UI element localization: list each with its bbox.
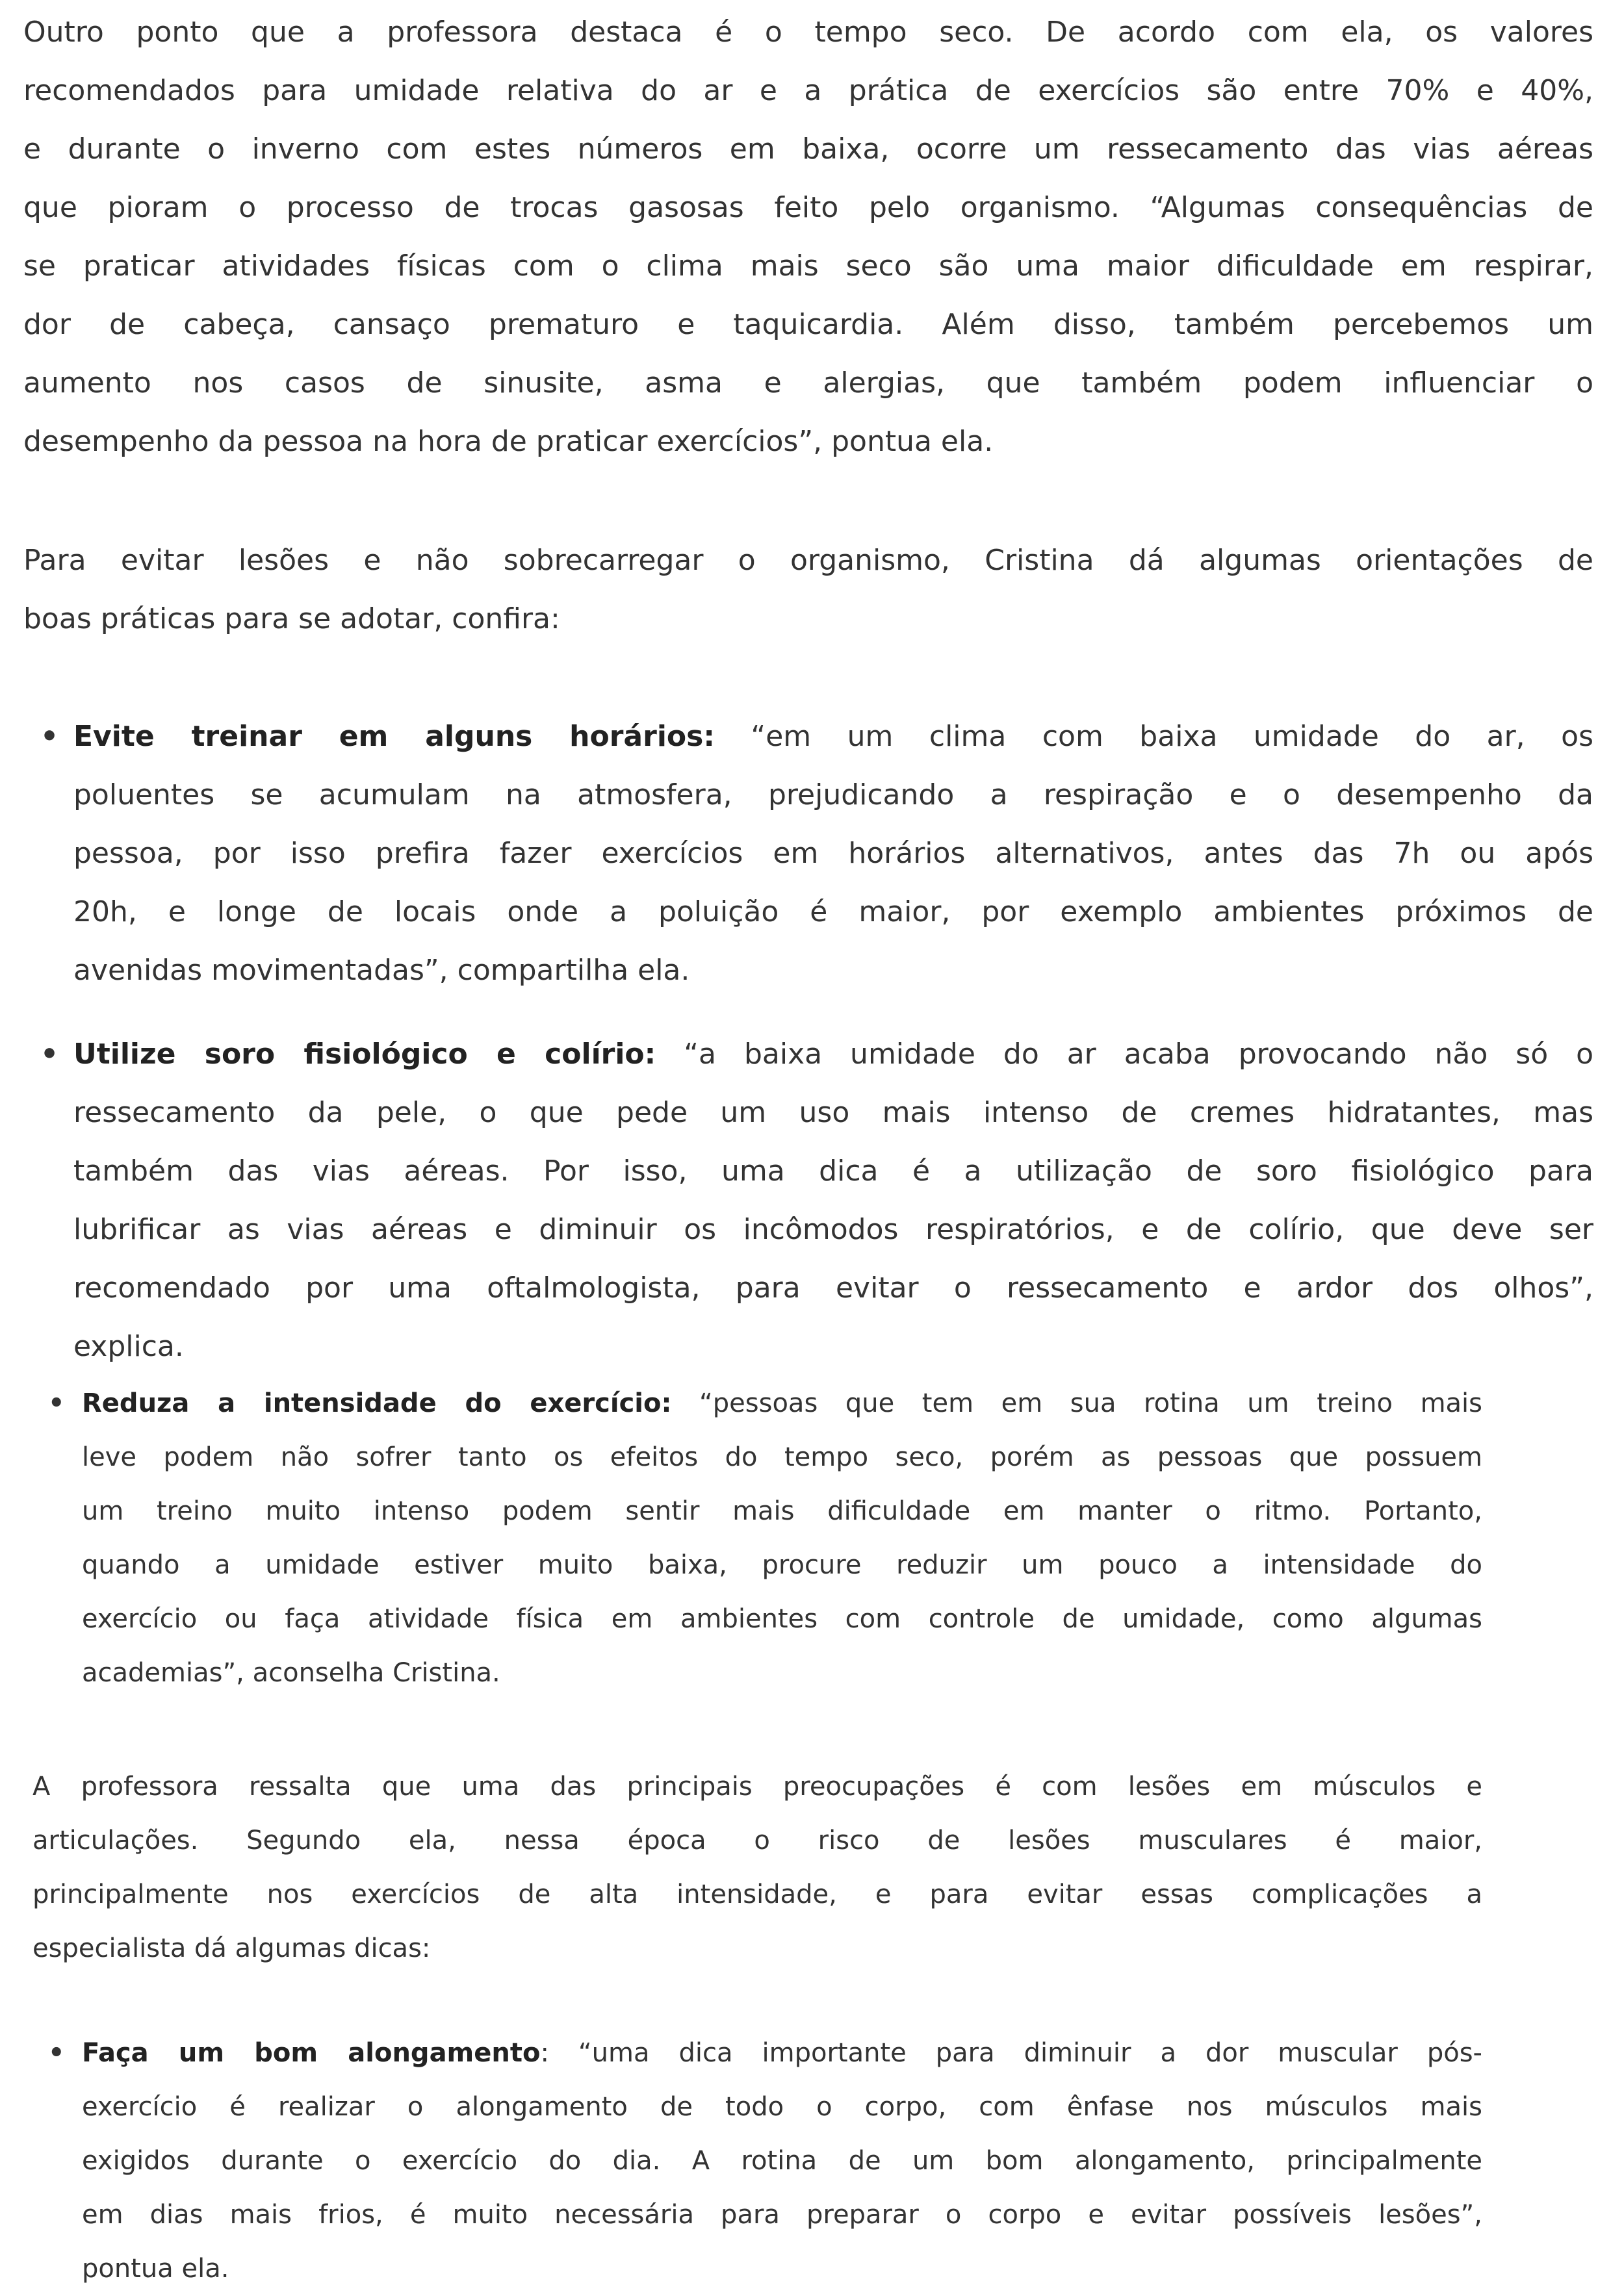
bullet-soro-colirio	[40, 1025, 1594, 1376]
text-line: que pioram o processo de trocas gasosas feito pelo organismo. “Algumas consequências de	[23, 191, 1593, 224]
text-line: boas práticas para se adotar, confira:	[23, 602, 560, 635]
text-line: pessoa, por isso prefira fazer exercícios em horários alternativos, antes das 7h ou após	[73, 837, 1593, 870]
text-line: em dias mais frios, é muito necessária para preparar o corpo e evitar possíveis lesões”,	[82, 2200, 1482, 2230]
bullet-title: Evite treinar em alguns horários:	[73, 720, 715, 753]
text-line	[82, 2026, 1482, 2080]
paragraph-2	[23, 531, 1593, 648]
text-line: exigidos durante o exercício do dia. A rotina de um bom alongamento, principalmente	[82, 2146, 1482, 2176]
text-line: exercício ou faça atividade física em ambientes com controle de umidade, como algumas	[82, 1604, 1482, 1634]
text-line	[82, 1377, 1482, 1431]
text-line: 20h, e longe de locais onde a poluição é maior, por exemplo ambientes próximos de	[73, 895, 1593, 928]
text-line: e durante o inverno com estes números em baixa, ocorre um ressecamento das vias aéreas	[23, 133, 1593, 166]
text-line: avenidas movimentadas”, compartilha ela.	[73, 954, 690, 987]
text-line: aumento nos casos de sinusite, asma e alergias, que também podem influenciar o	[23, 366, 1593, 400]
text-line: também das vias aéreas. Por isso, uma dica é a utilização de soro fisiológico para	[73, 1154, 1593, 1188]
bullet-text: “pessoas que tem em sua rotina um treino mais	[671, 1388, 1482, 1418]
text-line: Outro ponto que a professora destaca é o tempo seco. De acordo com ela, os valores	[23, 16, 1593, 49]
text-line: principalmente nos exercícios de alta intensidade, e para evitar essas complicações a	[32, 1880, 1482, 1909]
text-line: academias”, aconselha Cristina.	[82, 1658, 500, 1688]
text-line: se praticar atividades físicas com o clima mais seco são uma maior dificuldade em respirar,	[23, 249, 1593, 283]
bullet-icon: •	[48, 1388, 65, 1418]
text-line: exercício é realizar o alongamento de todo o corpo, com ênfase nos músculos mais	[82, 2092, 1482, 2122]
text-line	[73, 1025, 1593, 1084]
bullet-reduza-intensidade	[48, 1377, 1482, 1700]
text-line: A professora ressalta que uma das principais preocupações é com lesões em músculos e	[32, 1772, 1482, 1802]
text-line	[73, 708, 1593, 766]
bullet-title: Reduza a intensidade do exercício:	[82, 1388, 672, 1418]
text-line: Para evitar lesões e não sobrecarregar o organismo, Cristina dá algumas orientações de	[23, 544, 1593, 577]
bullet-title: Utilize soro fisiológico e colírio:	[73, 1038, 656, 1071]
bullet-evite-treinar	[40, 708, 1594, 1000]
text-line: recomendado por uma oftalmologista, para evitar o ressecamento e ardor dos olhos”,	[73, 1271, 1593, 1305]
bullet-text: : “uma dica importante para diminuir a dor muscular pós-	[540, 2038, 1482, 2068]
text-line: explica.	[73, 1330, 184, 1363]
paragraph-1	[23, 3, 1593, 471]
text-line: especialista dá algumas dicas:	[32, 1933, 431, 1963]
text-line: ressecamento da pele, o que pede um uso mais intenso de cremes hidratantes, mas	[73, 1096, 1593, 1129]
bullet-text: “a baixa umidade do ar acaba provocando não só o	[656, 1038, 1594, 1071]
text-line: desempenho da pessoa na hora de praticar exercícios”, pontua ela.	[23, 425, 994, 458]
text-line: leve podem não sofrer tanto os efeitos do tempo seco, porém as pessoas que possuem	[82, 1442, 1482, 1472]
bullet-icon: •	[40, 720, 59, 753]
text-line: recomendados para umidade relativa do ar e a prática de exercícios são entre 70% e 40%,	[23, 74, 1593, 107]
text-line: dor de cabeça, cansaço prematuro e taquicardia. Além disso, também percebemos um	[23, 308, 1593, 341]
paragraph-3	[32, 1760, 1482, 1976]
bullet-title: Faça um bom alongamento	[82, 2038, 541, 2068]
text-line: pontua ela.	[82, 2254, 229, 2284]
text-line: poluentes se acumulam na atmosfera, prejudicando a respiração e o desempenho da	[73, 778, 1593, 811]
bullet-text: “em um clima com baixa umidade do ar, os	[714, 720, 1594, 753]
text-line: quando a umidade estiver muito baixa, procure reduzir um pouco a intensidade do	[82, 1550, 1482, 1580]
text-line: um treino muito intenso podem sentir mais dificuldade em manter o ritmo. Portanto,	[82, 1496, 1482, 1526]
text-line: articulações. Segundo ela, nessa época o risco de lesões musculares é maior,	[32, 1826, 1482, 1856]
bullet-alongamento	[48, 2026, 1482, 2296]
bullet-icon: •	[48, 2038, 65, 2068]
text-line: lubrificar as vias aéreas e diminuir os incômodos respiratórios, e de colírio, que deve ser	[73, 1213, 1593, 1246]
bullet-icon: •	[40, 1038, 59, 1071]
